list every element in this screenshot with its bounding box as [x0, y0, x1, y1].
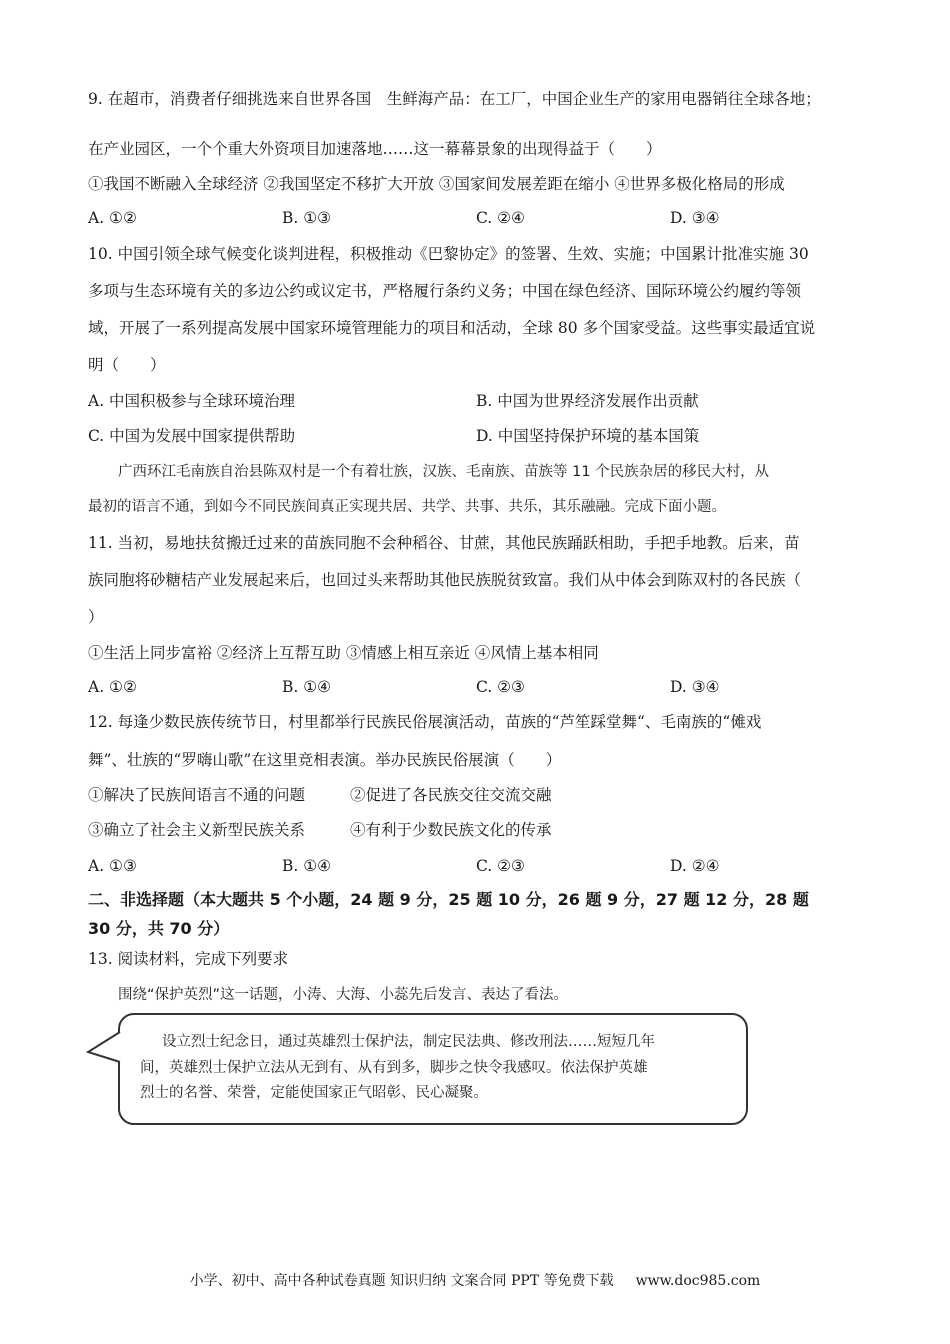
bubble-line2: 间，英雄烈士保护立法从无到有、从有到多，脚步之快令我感叹。依法保护英雄	[140, 1060, 648, 1076]
q12-stem-line1: 12. 每逢少数民族传统节日，村里都举行民族民俗展演活动，苗族的“芦笙踩堂舞“、毛南族的“傩戏	[88, 713, 762, 731]
q12-option-b: B. ①④	[282, 857, 332, 875]
q13-title: 13. 阅读材料，完成下列要求	[88, 950, 289, 968]
q11-stem-line3: ）	[88, 608, 104, 626]
page-footer	[0, 1270, 950, 1290]
q10-option-d: D. 中国坚持保护环境的基本国策	[476, 427, 700, 445]
speech-bubble-tail	[86, 1030, 122, 1066]
q10-stem-line1: 10. 中国引领全球气候变化谈判进程，积极推动《巴黎协定》的签署、生效、实施；中国累计批准实施 30	[88, 245, 809, 263]
q9-option-d: D. ③④	[670, 209, 720, 227]
q11-statements: ①生活上同步富裕 ②经济上互帮互助 ③情感上相互亲近 ④风情上基本相同	[88, 644, 599, 662]
q11-stem-line2: 族同胞将砂糖桔产业发展起来后，也回过头来帮助其他民族脱贫致富。我们从中体会到陈双村的各民族（	[88, 571, 802, 589]
q11-option-a: A. ①②	[88, 678, 137, 696]
q9-statements: ①我国不断融入全球经济 ②我国坚定不移扩大开放 ③国家间发展差距在缩小 ④世界多极化格局的形成	[88, 175, 785, 193]
q12-option-d: D. ②④	[670, 857, 720, 875]
q12-option-c: C. ②③	[476, 857, 525, 875]
q12-option-a: A. ①③	[88, 857, 137, 875]
q10-stem-line4: 明（ ）	[88, 356, 166, 374]
q11-option-c: C. ②③	[476, 678, 525, 696]
q11-stem-line1: 11. 当初，易地扶贫搬迁过来的苗族同胞不会种稻谷、甘蔗，其他民族踊跃相助，手把手地教。后来，苗	[88, 534, 800, 552]
q12-statement-1: ①解决了民族间语言不通的问题	[88, 786, 306, 804]
q11-option-b: B. ①④	[282, 678, 332, 696]
q11-option-d: D. ③④	[670, 678, 720, 696]
q10-stem-line2: 多项与生态环境有关的多边公约或议定书，严格履行条约义务；中国在绿色经济、国际环境公约履约等领	[88, 282, 802, 300]
section2-heading-line1: 二、非选择题（本大题共 5 个小题，24 题 9 分，25 题 10 分，26 题 9 分，27 题 12 分，28 题	[88, 890, 809, 909]
section2-heading-line2: 30 分，共 70 分）	[88, 919, 230, 938]
q9-option-c: C. ②④	[476, 209, 525, 227]
q12-statement-4: ④有利于少数民族文化的传承	[350, 821, 552, 839]
footer-text: 小学、初中、高中各种试卷真题 知识归纳 文案合同 PPT 等免费下载	[189, 1273, 614, 1289]
material-line1: 广西环江毛南族自治县陈双村是一个有着壮族，汉族、毛南族、苗族等 11 个民族杂居的移民大村，从	[118, 464, 770, 480]
q10-stem-line3: 域，开展了一系列提高发展中国家环境管理能力的项目和活动，全球 80 多个国家受益。这些事实最适宜说	[88, 319, 816, 337]
bubble-line1: 设立烈士纪念日，通过英雄烈士保护法，制定民法典、修改刑法……短短几年	[162, 1034, 655, 1050]
q9-option-b: B. ①③	[282, 209, 332, 227]
bubble-line3: 烈士的名誉、荣誉，定能使国家正气昭彰、民心凝聚。	[140, 1085, 488, 1101]
q9-stem-line2: 在产业园区，一个个重大外资项目加速落地……这一幕幕景象的出现得益于（ ）	[88, 140, 662, 158]
q12-statement-3: ③确立了社会主义新型民族关系	[88, 821, 306, 839]
q12-stem-line2: 舞”、壮族的“罗嗨山歌”在这里竞相表演。举办民族民俗展演（ ）	[88, 751, 562, 769]
footer-site-link[interactable]: www.doc985.com	[635, 1273, 761, 1289]
q12-statement-2: ②促进了各民族交往交流交融	[350, 786, 552, 804]
q10-option-b: B. 中国为世界经济发展作出贡献	[476, 392, 699, 410]
q10-option-c: C. 中国为发展中国家提供帮助	[88, 427, 296, 445]
material-line2: 最初的语言不通，到如今不同民族间真正实现共居、共学、共事、共乐，其乐融融。完成下面小题。	[88, 499, 726, 515]
q9-option-a: A. ①②	[88, 209, 137, 227]
q13-intro: 围绕“保护英烈”这一话题，小涛、大海、小蕊先后发言、表达了看法。	[118, 987, 569, 1003]
q9-stem-line1: 9. 在超市，消费者仔细挑选来自世界各国 生鲜海产品：在工厂，中国企业生产的家用电器销往全球各地；	[88, 90, 821, 108]
q10-option-a: A. 中国积极参与全球环境治理	[88, 392, 296, 410]
